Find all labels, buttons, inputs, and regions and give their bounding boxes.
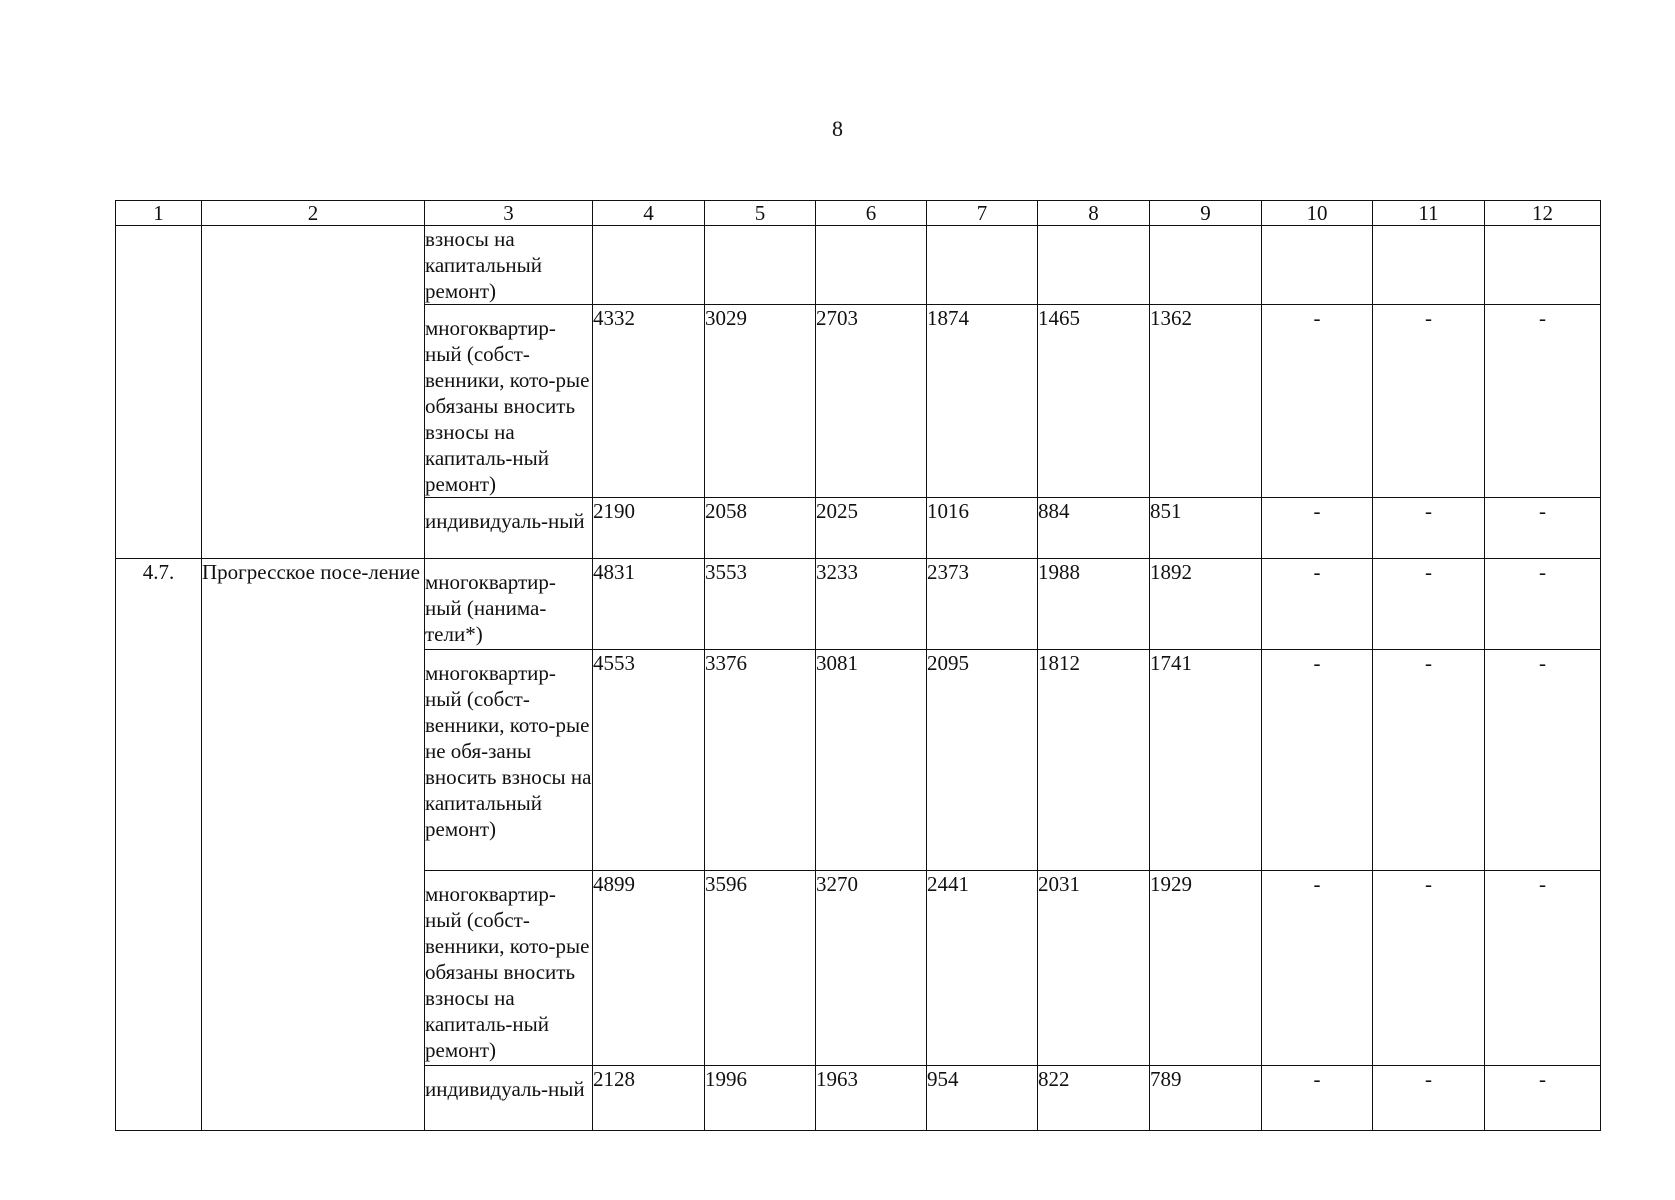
value-cell: 3376 [705,650,816,871]
row-number-cell [116,226,202,559]
row-number-cell: 4.7. [116,559,202,1131]
value-cell: - [1485,650,1601,871]
value-cell: - [1373,305,1485,498]
value-cell: 4332 [593,305,705,498]
value-cell: 2025 [816,498,927,559]
value-cell: 884 [1038,498,1150,559]
value-cell: - [1485,305,1601,498]
housing-type-cell: многоквартир-ный (нанима-тели*) [425,559,593,650]
column-header-10: 10 [1262,201,1373,226]
value-cell: 1892 [1150,559,1262,650]
value-cell: - [1373,498,1485,559]
column-header-1: 1 [116,201,202,226]
value-cell: 2373 [927,559,1038,650]
value-cell: - [1373,871,1485,1066]
column-header-7: 7 [927,201,1038,226]
value-cell [1038,226,1150,305]
column-header-2: 2 [202,201,425,226]
value-cell: - [1485,871,1601,1066]
value-cell: 4553 [593,650,705,871]
value-cell: 3029 [705,305,816,498]
value-cell: - [1262,305,1373,498]
value-cell: 2095 [927,650,1038,871]
value-cell [1150,226,1262,305]
value-cell: 1988 [1038,559,1150,650]
tariff-table [115,200,1601,1131]
column-header-9: 9 [1150,201,1262,226]
column-header-5: 5 [705,201,816,226]
value-cell: 1016 [927,498,1038,559]
value-cell: 1465 [1038,305,1150,498]
housing-type-cell: индивидуаль-ный [425,1066,593,1131]
value-cell: - [1485,559,1601,650]
value-cell: 4831 [593,559,705,650]
value-cell: - [1373,650,1485,871]
value-cell: - [1485,498,1601,559]
value-cell: 1996 [705,1066,816,1131]
housing-type-cell: взносы на капитальный ремонт) [425,226,593,305]
settlement-name-cell: Прогресское посе-ление [202,559,425,1131]
column-header-8: 8 [1038,201,1150,226]
column-header-4: 4 [593,201,705,226]
header-row [116,201,1601,226]
value-cell: 1874 [927,305,1038,498]
value-cell: - [1262,498,1373,559]
value-cell: 851 [1150,498,1262,559]
column-header-12: 12 [1485,201,1601,226]
column-header-6: 6 [816,201,927,226]
housing-type-cell: индивидуаль-ный [425,498,593,559]
housing-type-cell: многоквартир-ный (собст-венники, кото-рые обязаны вносить взносы на капиталь-ный ремонт) [425,871,593,1066]
settlement-name-cell [202,226,425,559]
housing-type-cell: многоквартир-ный (собст-венники, кото-рые не обя-заны вносить взносы на капитальный ремонт) [425,650,593,871]
value-cell: 3596 [705,871,816,1066]
value-cell [1485,226,1601,305]
value-cell: 2058 [705,498,816,559]
table-row [116,559,1601,650]
value-cell: 822 [1038,1066,1150,1131]
value-cell: 4899 [593,871,705,1066]
value-cell: 1741 [1150,650,1262,871]
value-cell: 789 [1150,1066,1262,1131]
value-cell: 2190 [593,498,705,559]
column-header-3: 3 [425,201,593,226]
value-cell: 1812 [1038,650,1150,871]
value-cell [1262,226,1373,305]
value-cell: 3081 [816,650,927,871]
table-row [116,226,1601,305]
value-cell: 2441 [927,871,1038,1066]
page-number: 8 [832,116,843,141]
value-cell: 3553 [705,559,816,650]
value-cell: 954 [927,1066,1038,1131]
column-header-11: 11 [1373,201,1485,226]
value-cell: - [1262,559,1373,650]
value-cell [593,226,705,305]
value-cell: 3233 [816,559,927,650]
value-cell [1373,226,1485,305]
value-cell: 1929 [1150,871,1262,1066]
value-cell: 1362 [1150,305,1262,498]
value-cell: - [1262,871,1373,1066]
value-cell: - [1373,1066,1485,1131]
value-cell: - [1485,1066,1601,1131]
value-cell [705,226,816,305]
value-cell: 3270 [816,871,927,1066]
value-cell [927,226,1038,305]
value-cell: 2031 [1038,871,1150,1066]
value-cell [816,226,927,305]
value-cell: - [1262,1066,1373,1131]
value-cell: 1963 [816,1066,927,1131]
value-cell: 2703 [816,305,927,498]
value-cell: 2128 [593,1066,705,1131]
housing-type-cell: многоквартир-ный (собст-венники, кото-рые обязаны вносить взносы на капиталь-ный ремонт) [425,305,593,498]
value-cell: - [1373,559,1485,650]
value-cell: - [1262,650,1373,871]
